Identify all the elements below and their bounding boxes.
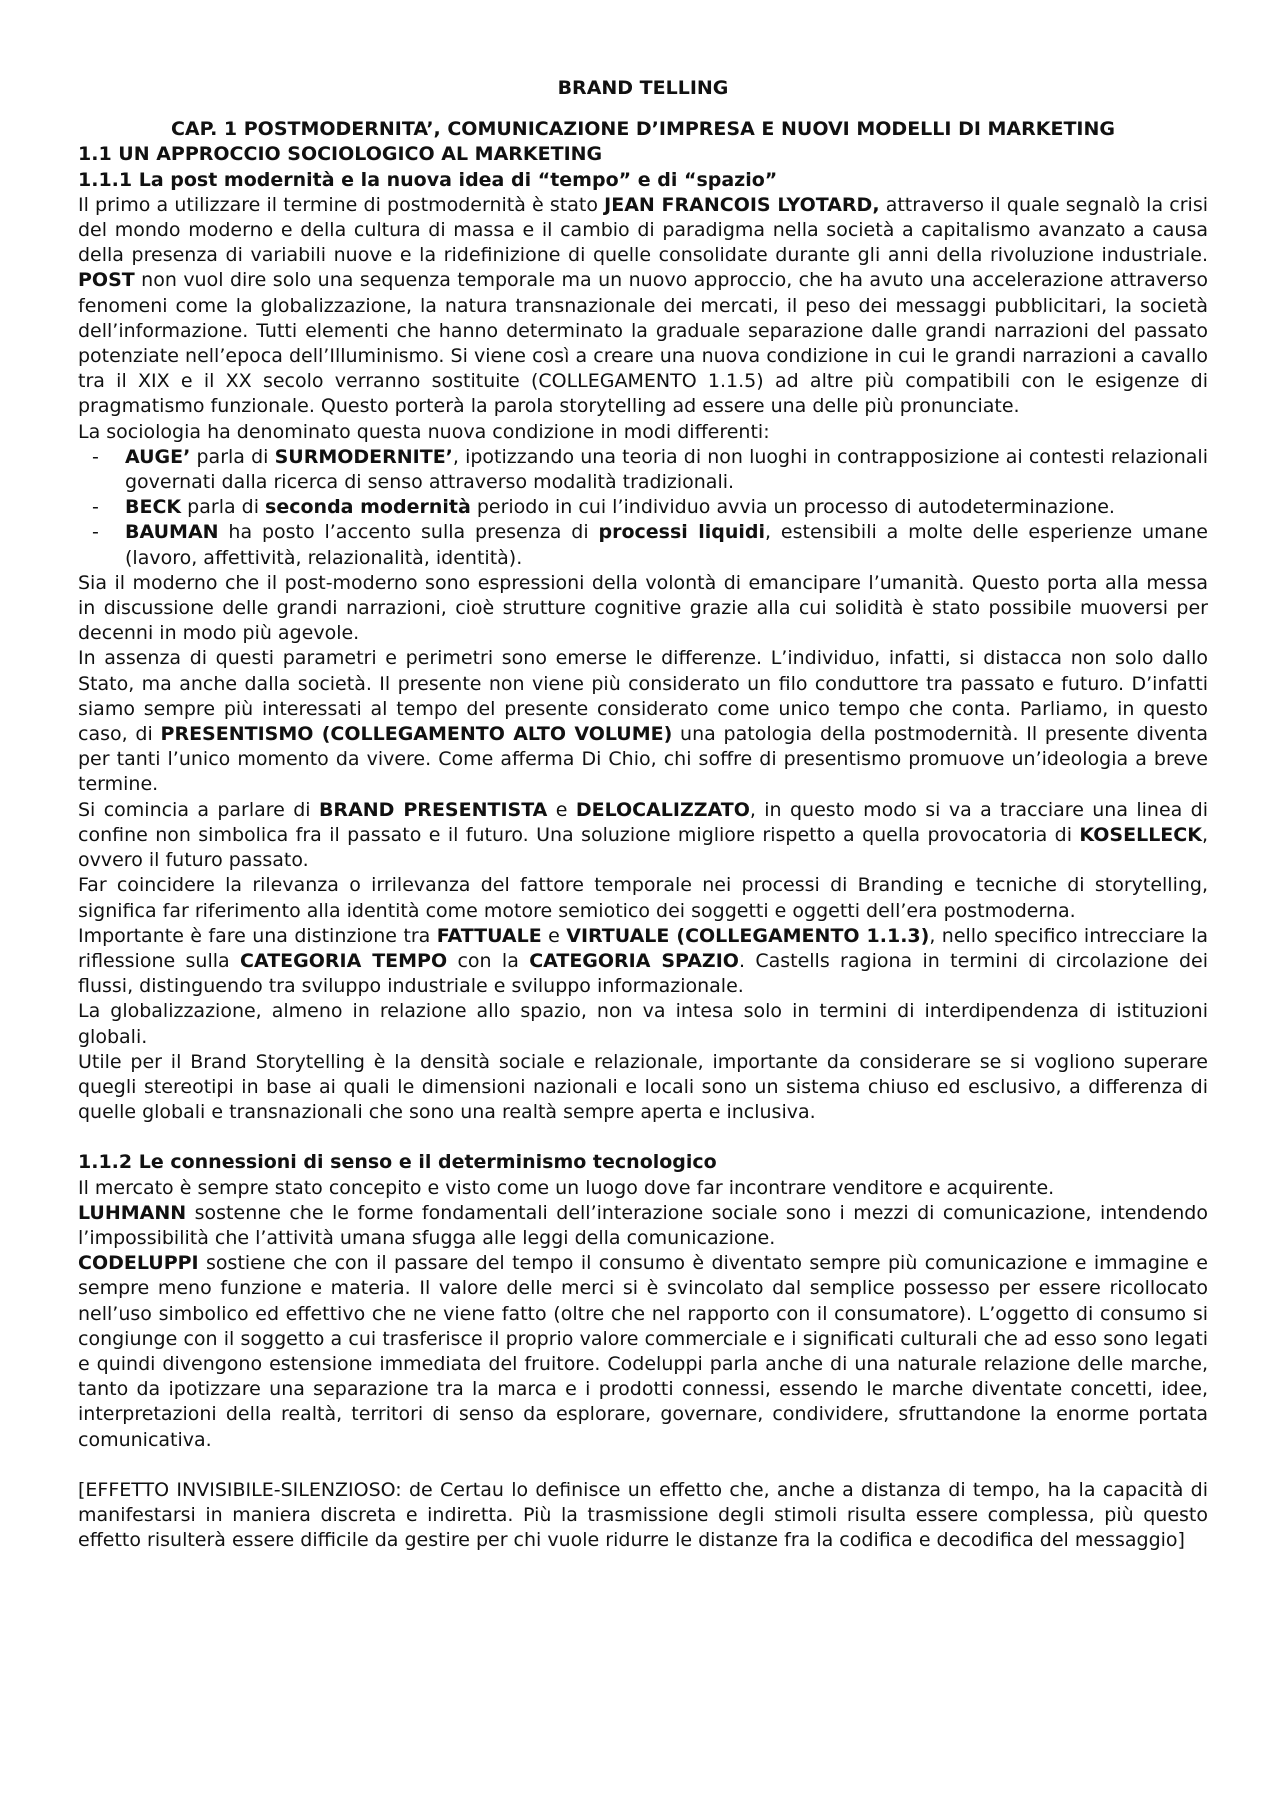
paragraph: Sia il moderno che il post-moderno sono espressioni della volontà di emancipare l’umanità. Questo porta alla messa in discussione delle grandi narrazioni, cioè strutture cognitive grazie alla cui solidità è stato possibile muoversi per decenni in modo più agevole. [78, 571, 1208, 645]
paragraph: La globalizzazione, almeno in relazione allo spazio, non va intesa solo in termini di interdipendenza di istituzioni globali. [78, 1000, 1208, 1048]
spacer [78, 1125, 1208, 1150]
paragraph: Si comincia a parlare di BRAND PRESENTISTA e DELOCALIZZATO, in questo modo si va a tracciare una linea di confine non simbolica fra il passato e il futuro. Una soluzione migliore rispetto a quella provocatoria di KOSELLECK, ovvero il futuro passato. [78, 798, 1208, 872]
bracketed-note: [EFFETTO INVISIBILE-SILENZIOSO: de Certau lo definisce un effetto che, anche a distanza di tempo, ha la capacità di manifestarsi in maniera discreta e indiretta. Più la trasmissione degli stimoli risulta essere complessa, più questo effetto risulterà essere difficile da gestire per chi vuole ridurre le distanze fra la codifica e decodifica del messaggio] [78, 1478, 1208, 1552]
list-item: - BECK parla di seconda modernità periodo in cui l’individuo avvia un processo di autodeterminazione. [78, 495, 1208, 520]
document-title: BRAND TELLING [557, 77, 729, 99]
list-item: - AUGE’ parla di SURMODERNITE’, ipotizzando una teoria di non luoghi in contrapposizione ai contesti relazionali governati dalla ricerca di senso attraverso modalità tradizionali. [78, 445, 1208, 495]
section-heading: 1.1 UN APPROCCIO SOCIOLOGICO AL MARKETING [78, 143, 603, 166]
list-item: - BAUMAN ha posto l’accento sulla presenza di processi liquidi, estensibili a molte delle esperienze umane (lavoro, affettività, relazionalità, identità). [78, 520, 1208, 570]
paragraph: Utile per il Brand Storytelling è la densità sociale e relazionale, importante da considerare se si vogliono superare quegli stereotipi in base ai quali le dimensioni nazionali e locali sono un sistema chiuso ed esclusivo, a differenza di quelle globali e transnazionali che sono una realtà sempre aperta e inclusiva. [78, 1050, 1208, 1124]
spacer [78, 1453, 1208, 1478]
paragraph: Il primo a utilizzare il termine di postmodernità è stato JEAN FRANCOIS LYOTARD, attraverso il quale segnalò la crisi del mondo moderno e della cultura di massa e il cambio di paradigma nella società a capitalismo avanzato a causa della presenza di variabili nuove e la ridefinizione di quelle consolidate durante gli anni della rivoluzione industriale. POST non vuol dire solo una sequenza temporale ma un nuovo approccio, che ha avuto una accelerazione attraverso fenomeni come la globalizzazione, la natura transnazionale dei mercati, il peso dei messaggi pubblicitari, la società dell’informazione. Tutti elementi che hanno determinato la graduale separazione dalle grandi narrazioni del passato potenziate nell’epoca dell’Illuminismo. Si viene così a creare una nuova condizione in cui le grandi narrazioni a cavallo tra il XIX e il XX secolo verranno sostituite (COLLEGAMENTO 1.1.5) ad altre più compatibili con le esigenze di pragmatismo funzionale. Questo porterà la parola storytelling ad essere una delle più pronunciate. [78, 193, 1208, 418]
subsection-heading-1-1-1: 1.1.1 La post modernità e la nuova idea di “tempo” e di “spazio” [78, 168, 778, 191]
paragraph: CODELUPPI sostiene che con il passare del tempo il consumo è diventato sempre più comunicazione e immagine e sempre meno funzione e materia. Il valore delle merci si è svincolato dal semplice possesso per essere ricollocato nell’uso simbolico ed effettivo che ne viene fatto (oltre che nel rapporto con il consumatore). L’oggetto di consumo si congiunge con il soggetto a cui trasferisce il proprio valore commerciale e i significati culturali che ad esso sono legati e quindi divengono estensione immediata del fruitore. Codeluppi parla anche di una naturale relazione delle marche, tanto da ipotizzare una separazione tra la marca e i prodotti connessi, essendo le marche diventate concetti, idee, interpretazioni della realtà, territori di senso da esplorare, governare, condividere, sfruttandone la enorme portata comunicativa. [78, 1252, 1208, 1451]
subsection-heading-1-1-2: 1.1.2 Le connessioni di senso e il determinismo tecnologico [78, 1151, 717, 1174]
paragraph: Far coincidere la rilevanza o irrilevanza del fattore temporale nei processi di Branding e tecniche di storytelling, significa far riferimento alla identità come motore semiotico dei soggetti e oggetti dell’era postmoderna. [78, 874, 1208, 922]
paragraph: In assenza di questi parametri e perimetri sono emerse le differenze. L’individuo, infatti, si distacca non solo dallo Stato, ma anche dalla società. Il presente non viene più considerato un filo conduttore tra passato e futuro. D’infatti siamo sempre più interessati al tempo del presente considerato come unico tempo che conta. Parliamo, in questo caso, di PRESENTISMO (COLLEGAMENTO ALTO VOLUME) una patologia della postmodernità. Il presente diventa per tanti l’unico momento da vivere. Come afferma Di Chio, chi soffre di presentismo promuove un’ideologia a breve termine. [78, 647, 1208, 796]
paragraph: LUHMANN sostenne che le forme fondamentali dell’interazione sociale sono i mezzi di comunicazione, intendendo l’impossibilità che l’attività umana sfugga alle leggi della comunicazione. [78, 1201, 1208, 1249]
paragraph: Importante è fare una distinzione tra FATTUALE e VIRTUALE (COLLEGAMENTO 1.1.3), nello specifico intrecciare la riflessione sulla CATEGORIA TEMPO con la CATEGORIA SPAZIO. Castells ragiona in termini di circolazione dei flussi, distinguendo tra sviluppo industriale e sviluppo informazionale. [78, 924, 1209, 998]
sociology-list [78, 445, 1208, 571]
paragraph: La sociologia ha denominato questa nuova condizione in modi differenti: [78, 420, 770, 443]
paragraph: Il mercato è sempre stato concepito e visto come un luogo dove far incontrare venditore e acquirente. [78, 1176, 1055, 1199]
chapter-heading: CAP. 1 POSTMODERNITA’, COMUNICAZIONE D’IMPRESA E NUOVI MODELLI DI MARKETING [170, 118, 1116, 141]
document-page [78, 76, 1208, 1553]
